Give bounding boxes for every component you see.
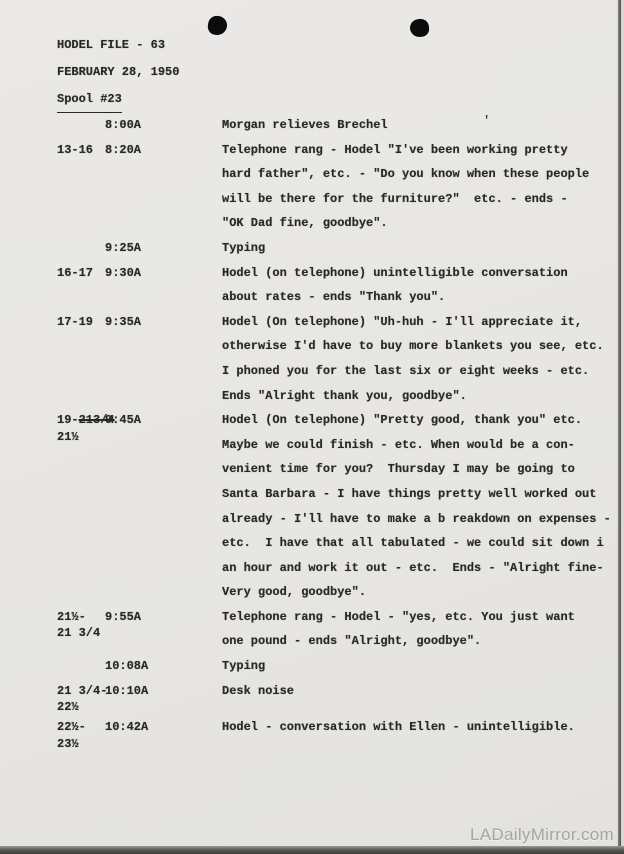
entry-text-line: venient time for you? Thursday I may be going to bbox=[222, 462, 575, 477]
entry-description bbox=[222, 261, 624, 310]
entry-text-line: Typing bbox=[222, 240, 266, 255]
spool-range-line bbox=[57, 310, 105, 335]
spool-range-line bbox=[57, 626, 105, 641]
entry-text-line: "OK Dad fine, goodbye". bbox=[222, 216, 388, 231]
spool-range-text: 19- bbox=[57, 413, 79, 428]
log-entry bbox=[57, 236, 624, 261]
watermark-text: LADailyMirror.com bbox=[470, 825, 614, 844]
entry-text-line: hard father", etc. - "Do you know when these people bbox=[222, 167, 590, 182]
spool-range-line bbox=[57, 261, 105, 286]
spool-range-text: 21½- bbox=[57, 609, 86, 624]
log-entry bbox=[57, 715, 624, 752]
entry-description bbox=[222, 236, 624, 261]
spool-range bbox=[57, 310, 105, 335]
entry-description bbox=[222, 679, 624, 704]
entry-text-line: Ends "Alright thank you, goodbye". bbox=[222, 388, 467, 403]
spool-range-text: 17-19 bbox=[57, 314, 94, 329]
spool-range-struck-text: 213/4 bbox=[78, 413, 115, 428]
entry-description bbox=[222, 310, 624, 408]
entry-text-line: one pound - ends "Alright, goodbye". bbox=[222, 634, 482, 649]
stray-ink-mark: ' bbox=[483, 114, 491, 128]
entry-text-line: otherwise I'd have to buy more blankets you see, etc. bbox=[222, 339, 604, 354]
entry-text-line: Telephone rang - Hodel - "yes, etc. You just want bbox=[222, 609, 575, 624]
log-entry bbox=[57, 261, 624, 310]
spool-range-line bbox=[57, 138, 105, 163]
spool-range bbox=[57, 605, 105, 642]
log-entry bbox=[57, 679, 624, 716]
log-entry bbox=[57, 605, 624, 654]
entry-text-line: I phoned you for the last six or eight weeks - etc. bbox=[222, 363, 590, 378]
entry-text-line: Maybe we could finish - etc. When would be a con- bbox=[222, 437, 575, 452]
spool-range-text: 16-17 bbox=[57, 265, 94, 280]
spool-range bbox=[57, 261, 105, 286]
entry-description bbox=[222, 113, 624, 138]
entry-text-line: Typing bbox=[222, 659, 266, 674]
spool-range-text: 23½ bbox=[57, 736, 79, 751]
log-entries-list bbox=[57, 113, 624, 752]
spool-range bbox=[57, 679, 108, 716]
entry-time: 8:00A bbox=[105, 118, 142, 132]
entry-text-line: Hodel (on telephone) unintelligible conversation bbox=[222, 265, 568, 280]
log-entry bbox=[57, 113, 624, 138]
entry-text-line: Santa Barbara - I have things pretty well worked out bbox=[222, 486, 597, 501]
entry-time: 9:55A bbox=[105, 609, 142, 624]
doc-date: FEBRUARY 28, 1950 bbox=[57, 65, 180, 79]
log-entry bbox=[57, 408, 624, 605]
entry-time: 9:25A bbox=[105, 240, 142, 255]
entry-time: 10:10A bbox=[105, 683, 149, 698]
entry-time: 8:20A bbox=[105, 142, 142, 157]
spool-range-text: 21 3/4- bbox=[57, 683, 108, 698]
entry-text-line: Telephone rang - Hodel "I've been working pretty bbox=[222, 142, 568, 157]
spool-range-text: 21½ bbox=[57, 429, 79, 444]
doc-title: HODEL FILE - 63 bbox=[57, 38, 166, 52]
entry-text-line: Hodel (On telephone) "Pretty good, thank you" etc. bbox=[222, 413, 583, 428]
entry-description bbox=[222, 408, 624, 605]
log-entry bbox=[57, 654, 624, 679]
entry-text-line: about rates - ends "Thank you". bbox=[222, 290, 446, 305]
log-entry bbox=[57, 138, 624, 236]
spool-range bbox=[57, 408, 115, 445]
entry-time: 10:42A bbox=[105, 720, 149, 735]
entry-text-line: already - I'll have to make a b reakdown on expenses - bbox=[222, 511, 611, 526]
entry-description bbox=[222, 654, 624, 679]
entry-text-line: Hodel (On telephone) "Uh-huh - I'll appreciate it, bbox=[222, 314, 583, 329]
entry-text-line: an hour and work it out - etc. Ends - "Alright fine- bbox=[222, 560, 604, 575]
entry-text-line: Very good, goodbye". bbox=[222, 585, 367, 600]
entry-text-line: etc. I have that all tabulated - we could sit down i bbox=[222, 536, 604, 551]
spool-range bbox=[57, 715, 105, 752]
entry-text-line: Desk noise bbox=[222, 683, 295, 698]
entry-time: 9:35A bbox=[105, 314, 142, 329]
entry-time: 10:08A bbox=[105, 659, 149, 674]
spool-range-text: 22½ bbox=[57, 700, 79, 715]
entry-text-line: Hodel - conversation with Ellen - unintelligible. bbox=[222, 720, 575, 735]
spool-range bbox=[57, 138, 105, 163]
entry-text-line: will be there for the furniture?" etc. - ends - bbox=[222, 191, 568, 206]
entry-text-line: Morgan relieves Brechel bbox=[222, 118, 388, 132]
scan-bottom-bar bbox=[0, 846, 624, 854]
log-entry bbox=[57, 310, 624, 408]
entry-description bbox=[222, 605, 624, 654]
entry-time: 9:30A bbox=[105, 265, 142, 280]
entry-description bbox=[222, 715, 624, 740]
spool-heading: Spool #23 bbox=[57, 86, 122, 113]
spool-range-text: 13-16 bbox=[57, 142, 94, 157]
entry-time: 9:45A bbox=[105, 413, 142, 428]
entry-description bbox=[222, 138, 624, 236]
spool-range-text: 22½- bbox=[57, 720, 86, 735]
spool-range-text: 21 3/4 bbox=[57, 626, 101, 641]
spool-heading-row bbox=[57, 86, 624, 113]
